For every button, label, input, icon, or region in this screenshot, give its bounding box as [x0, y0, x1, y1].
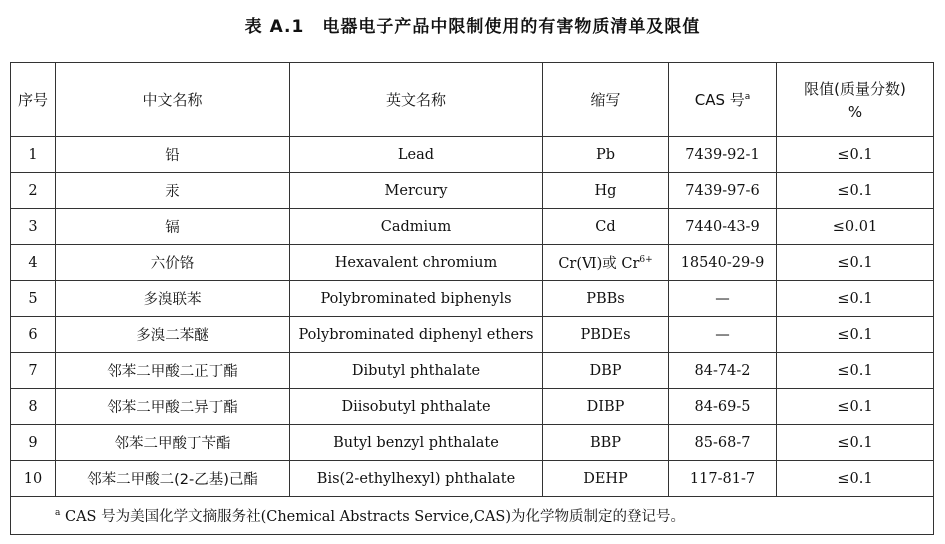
cell-abbr: PBBs	[543, 281, 669, 317]
table-row	[11, 209, 934, 245]
cell-abbr: Hg	[543, 173, 669, 209]
cell-en-name: Polybrominated biphenyls	[290, 281, 543, 317]
cell-seq: 3	[11, 209, 56, 245]
cell-en-name: Bis(2-ethylhexyl) phthalate	[290, 461, 543, 497]
cell-abbr: PBDEs	[543, 317, 669, 353]
cell-seq: 10	[11, 461, 56, 497]
cell-limit: ≤0.1	[777, 461, 934, 497]
cell-abbr: Cd	[543, 209, 669, 245]
footnote-marker: a	[55, 508, 61, 519]
cell-cas: —	[669, 317, 777, 353]
cell-cas: 84-69-5	[669, 389, 777, 425]
header-zh-name: 中文名称	[56, 63, 290, 137]
cell-zh-name: 多溴二苯醚	[56, 317, 290, 353]
cell-cas: 7439-97-6	[669, 173, 777, 209]
abbr-superscript: 6+	[639, 255, 653, 266]
table-row	[11, 461, 934, 497]
cell-zh-name: 铅	[56, 137, 290, 173]
cell-seq: 9	[11, 425, 56, 461]
cell-en-name: Hexavalent chromium	[290, 245, 543, 281]
cell-zh-name: 邻苯二甲酸二(2-乙基)己酯	[56, 461, 290, 497]
cell-abbr: DEHP	[543, 461, 669, 497]
cell-limit: ≤0.1	[777, 353, 934, 389]
table-title	[0, 12, 945, 37]
cell-cas: 117-81-7	[669, 461, 777, 497]
cell-seq: 5	[11, 281, 56, 317]
header-en-name: 英文名称	[290, 63, 543, 137]
cell-cas: 84-74-2	[669, 353, 777, 389]
cell-abbr: DBP	[543, 353, 669, 389]
cell-seq: 4	[11, 245, 56, 281]
cell-zh-name: 邻苯二甲酸二正丁酯	[56, 353, 290, 389]
header-row	[11, 63, 934, 137]
header-limit-label: 限值(质量分数)	[804, 80, 906, 98]
cell-abbr: Pb	[543, 137, 669, 173]
header-cas-label: CAS 号	[694, 91, 745, 109]
cell-limit: ≤0.1	[777, 425, 934, 461]
cell-seq: 7	[11, 353, 56, 389]
cell-abbr: DIBP	[543, 389, 669, 425]
cell-en-name: Butyl benzyl phthalate	[290, 425, 543, 461]
cell-seq: 6	[11, 317, 56, 353]
table-row	[11, 137, 934, 173]
table-row	[11, 389, 934, 425]
header-limit	[777, 63, 934, 137]
cell-limit: ≤0.1	[777, 173, 934, 209]
table-row	[11, 173, 934, 209]
cell-limit: ≤0.1	[777, 281, 934, 317]
header-cas	[669, 63, 777, 137]
cell-seq: 8	[11, 389, 56, 425]
cell-zh-name: 汞	[56, 173, 290, 209]
table-row	[11, 353, 934, 389]
cell-limit: ≤0.1	[777, 137, 934, 173]
cell-en-name: Diisobutyl phthalate	[290, 389, 543, 425]
cell-en-name: Lead	[290, 137, 543, 173]
cell-zh-name: 邻苯二甲酸丁苄酯	[56, 425, 290, 461]
table-title-text: 电器电子产品中限制使用的有害物质清单及限值	[322, 17, 701, 37]
table-row	[11, 317, 934, 353]
cell-abbr	[543, 245, 669, 281]
cell-en-name: Dibutyl phthalate	[290, 353, 543, 389]
hazardous-substances-table	[10, 62, 934, 535]
cell-seq: 1	[11, 137, 56, 173]
table-row	[11, 425, 934, 461]
cell-en-name: Polybrominated diphenyl ethers	[290, 317, 543, 353]
cell-zh-name: 镉	[56, 209, 290, 245]
cell-zh-name: 邻苯二甲酸二异丁酯	[56, 389, 290, 425]
cell-limit: ≤0.01	[777, 209, 934, 245]
cell-cas: 85-68-7	[669, 425, 777, 461]
table-row	[11, 245, 934, 281]
cell-en-name: Mercury	[290, 173, 543, 209]
cell-limit: ≤0.1	[777, 389, 934, 425]
header-seq: 序号	[11, 63, 56, 137]
cell-cas: 18540-29-9	[669, 245, 777, 281]
cell-limit: ≤0.1	[777, 317, 934, 353]
footnote-text: CAS 号为美国化学文摘服务社(Chemical Abstracts Service,CAS)为化学物质制定的登记号。	[64, 509, 685, 525]
cell-en-name: Cadmium	[290, 209, 543, 245]
header-cas-footnote-marker: a	[744, 92, 751, 102]
cell-cas: —	[669, 281, 777, 317]
footnote-row	[11, 497, 934, 535]
cell-cas: 7439-92-1	[669, 137, 777, 173]
cell-zh-name: 多溴联苯	[56, 281, 290, 317]
table-row	[11, 281, 934, 317]
cell-cas: 7440-43-9	[669, 209, 777, 245]
footnote	[11, 497, 934, 535]
abbr-text: Cr(Ⅵ)或 Cr	[558, 256, 640, 272]
header-abbr: 缩写	[543, 63, 669, 137]
cell-abbr: BBP	[543, 425, 669, 461]
cell-zh-name: 六价铬	[56, 245, 290, 281]
cell-seq: 2	[11, 173, 56, 209]
table-number: 表 A.1	[244, 17, 305, 37]
header-limit-unit: %	[847, 103, 863, 121]
cell-limit: ≤0.1	[777, 245, 934, 281]
